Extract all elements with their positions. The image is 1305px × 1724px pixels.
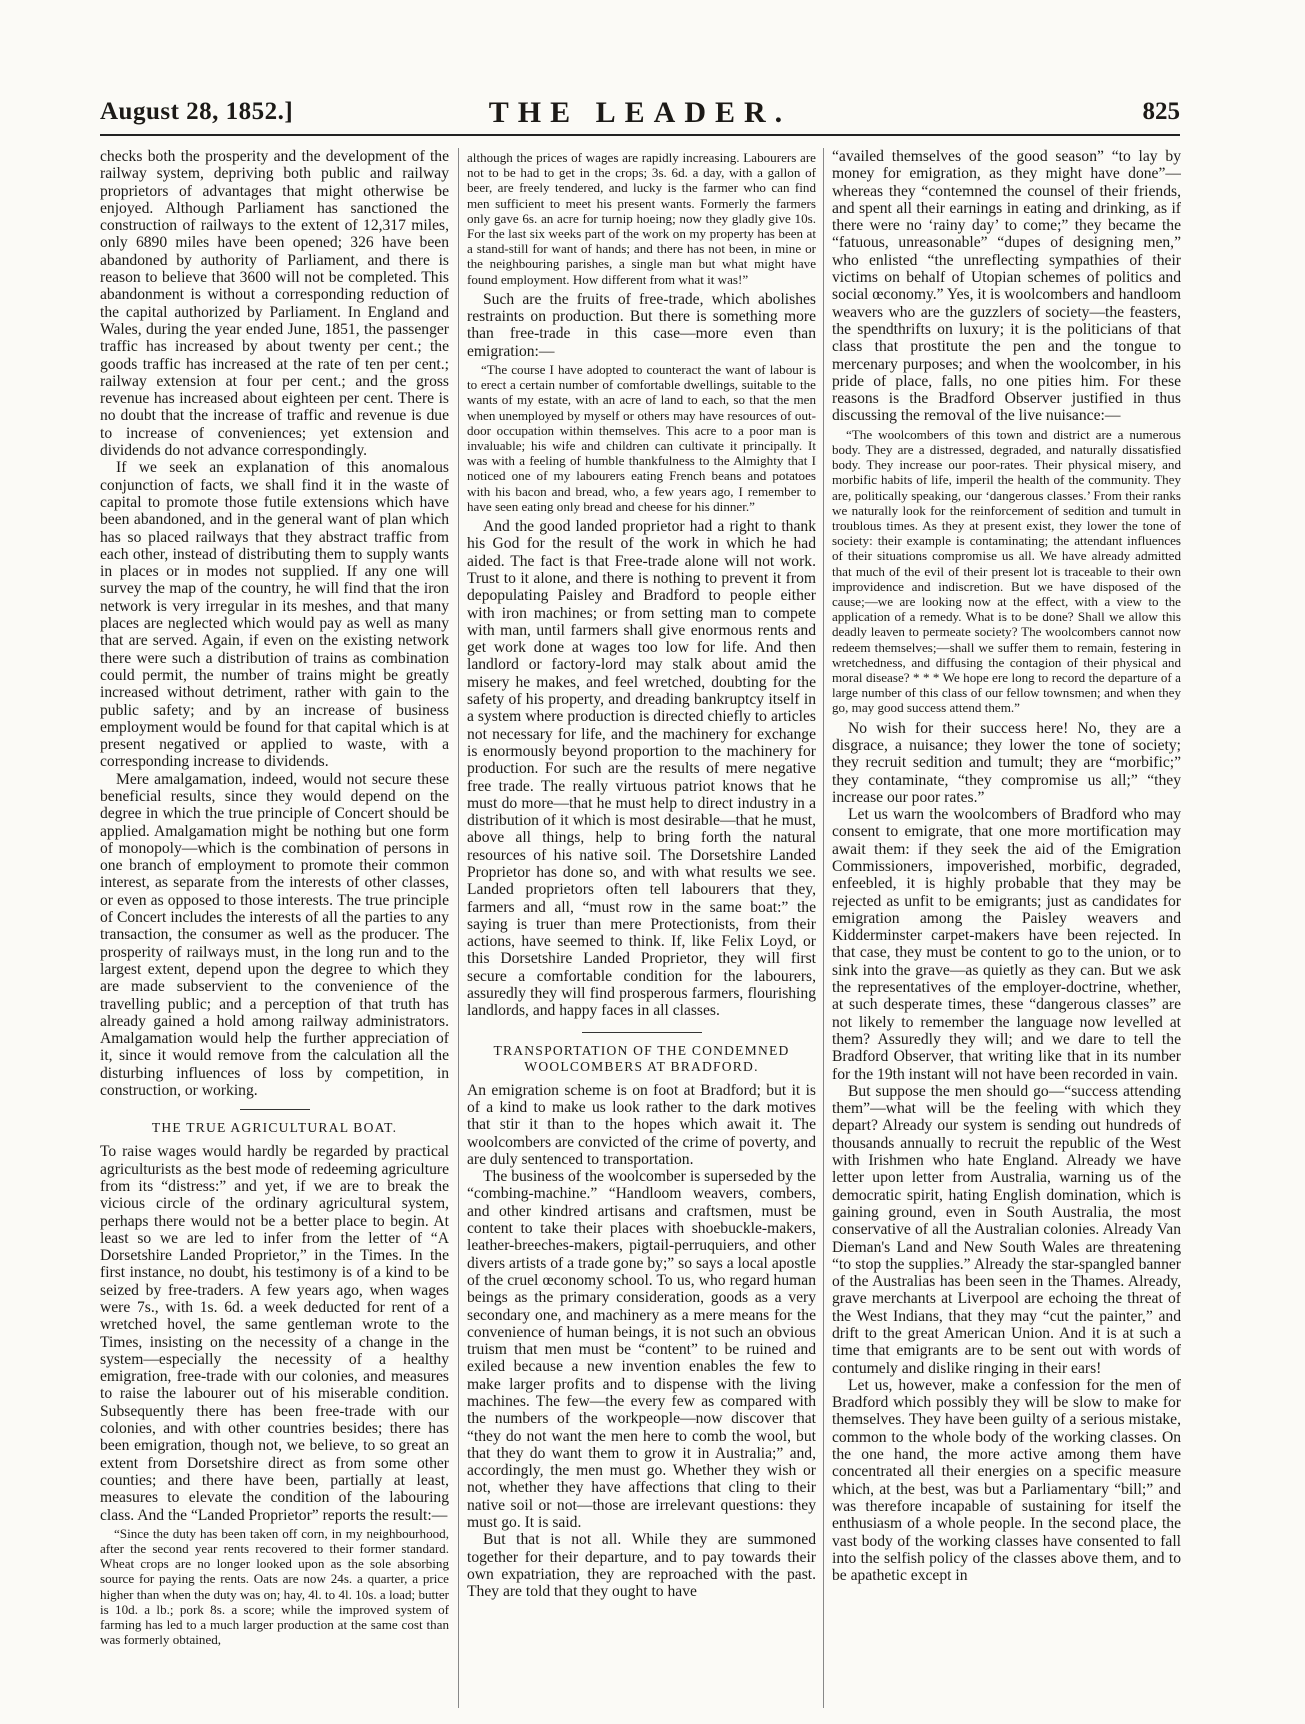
paragraph: The business of the woolcomber is superseded by the “combing-machine.” “Handloom weavers, combers, and other kindred artisans and craftsmen, must be content to take their places with shoebuckle-makers, leather-breeches-makers, pigtail-perruquiers, and other divers artists of a trade gone by;” so says a local apostle of the cruel œconomy school. To us, who regard human beings as the primary consideration, goods as a very secondary one, and machinery as a mere means for the convenience of human beings, it is not such an obvious truism that men must be “content” to be ruined and exiled because a new invention enables the few to make larger profits and to dispense with the living machines. The few—the every few as compared with the numbers of the workpeople—now discover that “they do not want the men here to comb the wool, but that they do want them to grow it in Australia;” and, accordingly, the men must go. Whether they wish or not, whether they have affections that cling to their native soil or not—those are irrelevant questions: they must go. It is said. <box>467 1168 816 1532</box>
paragraph: But that is not all. While they are summoned together for their departure, and to pay towards their own expatriation, they are reproached with the past. They are told that they ought to have <box>467 1531 816 1601</box>
quote-text: “Since the duty has been taken off corn, in my neighbourhood, after the second year rents recovered to their former standard. Wheat crops are no longer looked upon as the sole absorbing source for paying the rents. Oats are now 24s. a quarter, a price higher than when the duty was on; hay, 4l. to 4l. 10s. a load; butter is 10d. a lb.; pork 8s. a score; while the improved system of farming has led to a much larger production at the same cost than was formerly obtained, <box>100 1525 449 1648</box>
paragraph: “availed themselves of the good season” “to lay by money for emigration, as they might have done”—whereas they “contemned the counsel of their friends, and spent all their earnings in eating and drinking, as if there were no ‘rainy day’ to come;” they became the “fatuous, unreasonable” “dupes of designing men,” who enlisted “the unreflecting sympathies of their victims on behalf of Utopian schemes of politics and social œconomy.” Yes, it is woolcombers and handloom weavers who are the guzzlers of society—the feasters, the spendthrifts on luxury; it is the politicians of that class that prostitute the pen and the tongue to mercenary purposes; and when the woolcomber, in his pride of place, falls, no one pities him. For these reasons is the Bradford Observer justified in thus discussing the removal of the live nuisance:— <box>832 148 1181 425</box>
block-quote <box>100 1524 449 1652</box>
column-divider <box>823 148 824 1708</box>
block-quote <box>467 360 816 518</box>
column-2 <box>467 148 816 1708</box>
newspaper-title: THE LEADER. <box>488 96 792 129</box>
paragraph: Such are the fruits of free-trade, which abolishes restraints on production. But there is something more than free-trade in this case—more even than emigration:— <box>467 290 816 360</box>
section-divider <box>582 1032 702 1033</box>
page-number: 825 <box>1142 98 1180 125</box>
column-divider <box>458 148 459 1708</box>
paragraph: To raise wages would hardly be regarded by practical agriculturists as the best mode of redeeming agriculture from its “distress:” and yet, if we are to break the vicious circle of the ordinary agricultural system, perhaps there would not be a better place to begin. At least so we are led to infer from the letter of “A Dorsetshire Landed Proprietor,” in the Times. In the first instance, no doubt, his testimony is of a kind to be seized by free-traders. A few years ago, when wages were 7s., with 1s. 6d. a week deducted for rent of a wretched hovel, the same gentleman wrote to the Times, insisting on the necessity of a change in the system—especially the necessity of a healthy emigration, free-trade with our colonies, and measures to raise the labourer out of his miserable condition. Subsequently there has been free-trade with our colonies, and with other countries besides; there has been emigration, though not, we believe, to so great an extent from Dorsetshire direct as from some other counties; and there have been, partially at least, measures to elevate the condition of the labouring class. And the “Landed Proprietor” reports the result:— <box>100 1143 449 1524</box>
issue-date: August 28, 1852.] <box>100 98 294 125</box>
column-3 <box>832 148 1181 1708</box>
quote-text: “The woolcombers of this town and district are a numerous body. They are a distressed, degraded, and naturally dissatisfied body. They increase our poor-rates. Their physical misery, and morbific habits of life, imperil the health of the community. They are, politically speaking, our ‘dangerous classes.’ From their ranks we naturally look for the reinforcement of sedition and tumult in troublous times. As they at present exist, they lower the tone of society: their example is contaminating; the attendant influences of their situations compromise us all. We have already admitted that much of the evil of their present lot is traceable to their own improvidence and indiscretion. But we have disposed of the cause;—we are looking now at the effect, with a view to the application of a remedy. What is to be done? Shall we allow this deadly leaven to permeate society? The woolcombers cannot now redeem themselves;—shall we suffer them to remain, festering in wretchedness, and diffusing the contagion of their physical and moral disease? * * * We hope ere long to record the departure of a large number of this class of our fellow townsmen; and when they go, may good success attend them.” <box>832 426 1181 716</box>
section-divider <box>240 1109 310 1110</box>
paragraph: No wish for their success here! No, they are a disgrace, a nuisance; they lower the tone of society; they recruit sedition and tumult; they are “morbific;” they contaminate, “they compromise us all;” “they increase our poor rates.” <box>832 719 1181 806</box>
masthead <box>100 96 1180 136</box>
paragraph: If we seek an explanation of this anomalous conjunction of facts, we shall find it in the waste of capital to promote those futile extensions which have been abandoned, and in the general want of plan which has so placed railways that they abstract traffic from each other, instead of distributing them to supply wants in places or in modes not supplied. If any one will survey the map of the country, he will find that the iron network is very irregular in its meshes, and that many places are neglected which would pay as well as many that are served. Again, if even on the existing network there were such a distribution of trains as combination could permit, the number of trains might be greatly increased without detriment, rather with gain to the public safety; and by an increase of business employment would be found for that capital which is at present negatived or applied to waste, with a corresponding increase to dividends. <box>100 459 449 771</box>
quote-text: “The course I have adopted to counteract the want of labour is to erect a certain number of comfortable dwellings, suitable to the wants of my estate, with an acre of land to each, so that the men when unemployed by myself or others may have resources of out-door occupation within themselves. This acre to a poor man is invaluable; his wife and children can cultivate it principally. It was with a feeling of humble thankfulness to the Almighty that I noticed one of my labourers eating French beans and potatoes with his bacon and bread, who, a few years ago, I remember to have seen eating only bread and cheese for his dinner.” <box>467 362 816 514</box>
article-headline: THE TRUE AGRICULTURAL BOAT. <box>151 1120 398 1136</box>
quote-text: although the prices of wages are rapidly increasing. Labourers are not to be had to get in the crops; 3s. 6d. a day, with a gallon of beer, are freely tendered, and lucky is the farmer who can find men sufficient to meet his present wants. Formerly the farmers only gave 6s. an acre for turnip hoeing; now they gladly give 10s. For the last six weeks part of the work on my property has been at a stand-still for want of hands; and there has not been, in mine or the neighbouring parishes, a single man but what might have found employment. How different from what it was!” <box>467 150 816 287</box>
paragraph: Let us warn the woolcombers of Bradford who may consent to emigrate, that one more mortification may await them: if they seek the aid of the Emigration Commissioners, impoverished, morbific, degraded, enfeebled, it is highly probable that they may be rejected as unfit to be emigrants; just as candidates for emigration among the Paisley weavers and Kidderminster carpet-makers have been rejected. In that case, they must be content to go to the union, or to sink into the grave—as quietly as they can. But we ask the representatives of the employer-doctrine, whether, at such desperate times, these “dangerous classes” are not likely to remember the language now levelled at them? Assuredly they will; and we dare to tell the Bradford Observer, that writing like that in its number for the 19th instant will not have been recorded in vain. <box>832 806 1181 1083</box>
block-quote <box>467 148 816 291</box>
paragraph: Mere amalgamation, indeed, would not secure these beneficial results, since they would depend on the degree in which the true principle of Concert should be applied. Amalgamation might be nothing but one form of monopoly—which is the combination of persons in one branch of employment to promote their common interest, as separate from the interests of other classes, or even as opposed to those interests. The true principle of Concert includes the interests of all the parties to any transaction, the consumer as well as the producer. The prosperity of railways must, in the long run and to the largest extent, depend upon the degree to which they are made subservient to the convenience of the travelling public; and a perception of that truth has already gained a hold among railway administrators. Amalgamation would help the further appreciation of it, since it would remove from the calculation all the disturbing influences of loss by competition, in construction, or working. <box>100 770 449 1100</box>
paragraph: Let us, however, make a confession for the men of Bradford which possibly they will be slow to make for themselves. They have been guilty of a serious mistake, common to the whole body of the working classes. On the one hand, the more active among them have concentrated all their energies on a specific measure which, at the best, was but a Parliamentary “bill;” and was therefore incapable of sustaining for itself the enthusiasm of a whole people. In the second place, the vast body of the working classes have consented to fall into the selfish policy of the classes above them, and to be apathetic except in <box>832 1376 1181 1585</box>
block-quote <box>832 425 1181 720</box>
paragraph: An emigration scheme is on foot at Bradford; but it is of a kind to make us look rather to the dark motives that stir it than to the hopes which await it. The woolcombers are convicted of the crime of poverty, and are duly sentenced to transportation. <box>467 1081 816 1168</box>
paragraph: checks both the prosperity and the development of the railway system, depriving both public and railway proprietors of advantages that might otherwise be enjoyed. Although Parliament has sanctioned the construction of railways to the extent of 12,317 miles, only 6890 miles have been opened; 326 have been abandoned by authority of Parliament, and there is reason to believe that 3600 will not be completed. This abandonment is without a corresponding reduction of the capital authorized by Parliament. In England and Wales, during the year ended June, 1851, the passenger traffic has increased by about twenty per cent.; the goods traffic has increased at the rate of ten per cent.; railway extension at four per cent.; and the gross revenue has increased about eighteen per cent. There is no doubt that the increase of traffic and revenue is due to increase of conveniences; yet extension and dividends do not advance correspondingly. <box>100 148 449 460</box>
paragraph: And the good landed proprietor had a right to thank his God for the result of the work in which he had aided. The fact is that Free-trade alone will not work. Trust to it alone, and there is nothing to prevent it from depopulating Paisley and Bradford to people either with iron machines; or from setting man to compete with man, until farmers shall give enormous rents and get work done at wages too low for life. And then landlord or factory-lord may stalk about amid the misery he makes, and feel wretched, doubting for the safety of his property, and dreading bankruptcy itself in a system where production is directed chiefly to articles not necessary for life, and the machinery for exchange is enormously beyond proportion to the machinery for production. For such are the results of mere negative free trade. The really virtuous patriot knows that he must do more—that he must help to direct industry in a distribution of it which is most desirable—that he must, above all things, help to bring forth the natural resources of his native soil. The Dorsetshire Landed Proprietor has done so, and with what results we see. Landed proprietors often tell labourers that they, farmers and all, “must row in the same boat:” the saying is truer than mere Protectionists, from their actions, have seemed to think. If, like Felix Loyd, or this Dorsetshire Landed Proprietor, they will first secure a comfortable condition for the labourers, assuredly they will find prosperous farmers, flourishing landlords, and happy faces in all classes. <box>467 518 816 1020</box>
article-headline: TRANSPORTATION OF THE CONDEMNED WOOLCOMBERS AT BRADFORD. <box>493 1042 790 1074</box>
column-1 <box>100 148 449 1708</box>
paragraph: But suppose the men should go—“success attending them”—what will be the feeling with which they depart? Already our system is sending out hundreds of thousands annually to recruit the republic of the West with Irishmen who hate England. Already we have letter upon letter from Australia, warning us of the democratic spirit, hating English domination, which is gaining ground, even in South Australia, the most conservative of all the Australian colonies. Already Van Dieman's Land and New South Wales are threatening “to stop the supplies.” Already the star-spangled banner of the Australias has been seen in the Thames. Already, grave merchants at Liverpool are echoing the threat of the West Indians, that they may “cut the painter,” and drift to the great American Union. And it is at such a time that emigrants are to be sent out with words of contumely and dislike ringing in their ears! <box>832 1082 1181 1377</box>
